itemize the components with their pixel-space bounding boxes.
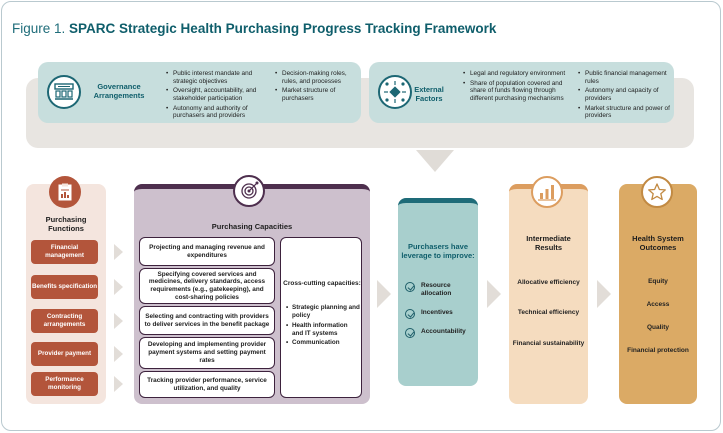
governance-list-1 <box>166 70 276 122</box>
outcome-equity: Equity <box>648 278 668 285</box>
governance-title: Governance Arrangements <box>93 82 145 100</box>
leverage-item-resource: Resource allocation <box>405 282 475 298</box>
external-item: • Share of population covered and share of funds flowing through different purchasing mechanisms <box>463 80 573 103</box>
governance-item: • Oversight, accountability, and stakeholder participation <box>166 87 276 102</box>
external-item: • Public financial management rules <box>578 70 672 85</box>
health-system-outcomes-title: Health System Outcomes <box>632 234 684 253</box>
chevron-right-icon <box>114 244 123 260</box>
function-contracting-arrangements: Contracting arrangements <box>31 309 98 333</box>
chevron-right-icon <box>114 313 123 329</box>
capacity-contracting: Selecting and contracting with providers to deliver services in the benefit package <box>139 306 275 335</box>
purchasing-functions-title: Purchasing Functions <box>45 215 87 234</box>
function-financial-management: Financial management <box>31 240 98 264</box>
external-factors-title: External Factors <box>414 85 444 103</box>
external-item: • Market structure and power of providers <box>578 105 672 120</box>
result-financial-sustainability: Financial sustainability <box>512 340 585 347</box>
outcome-financial-protection: Financial protection <box>627 347 689 354</box>
bar-chart-icon <box>531 176 563 208</box>
cross-cutting-title: Cross-cutting capacities: <box>283 280 361 287</box>
clipboard-chart-icon <box>49 176 81 208</box>
function-performance-monitoring: Performance monitoring <box>31 372 98 396</box>
external-item: • Autonomy and capacity of providers <box>578 87 672 102</box>
chevron-right-icon <box>114 346 123 362</box>
result-technical: Technical efficiency <box>517 309 580 316</box>
outcome-quality: Quality <box>646 324 670 331</box>
chevron-right-icon <box>597 280 611 308</box>
governance-item: • Decision-making roles, rules, and processes <box>275 70 357 85</box>
governance-list-2 <box>275 70 357 105</box>
outcome-access: Access <box>646 301 670 308</box>
external-list-1 <box>463 70 573 105</box>
cross-cutting-item: • Communication <box>286 339 360 347</box>
chevron-right-icon <box>114 376 123 392</box>
health-system-outcomes-panel <box>619 184 697 404</box>
leverage-title: Purchasers have leverage to improve: <box>401 242 475 261</box>
capacity-monitoring: Tracking provider performance, service utilization, and quality <box>139 371 275 398</box>
chevron-right-icon <box>114 279 123 295</box>
result-allocative: Allocative efficiency <box>517 279 580 286</box>
function-provider-payment: Provider payment <box>31 342 98 366</box>
check-circle-icon <box>405 328 415 338</box>
leverage-item-incentives: Incentives <box>405 309 475 317</box>
function-benefits-specification: Benefits specification <box>31 275 98 299</box>
external-list-2 <box>578 70 672 122</box>
figure-title: Figure 1. SPARC Strategic Health Purchasing Progress Tracking Framework <box>12 21 497 36</box>
cross-cutting-item: • Strategic planning and policy <box>286 304 360 320</box>
external-item: • Legal and regulatory environment <box>463 70 573 78</box>
chevron-right-icon <box>487 280 501 308</box>
star-icon <box>641 176 673 208</box>
capacity-revenue: Projecting and managing revenue and expenditures <box>139 237 275 266</box>
target-network-icon <box>233 175 265 207</box>
leverage-item-accountability: Accountability <box>405 328 475 336</box>
check-circle-icon <box>405 282 415 292</box>
cross-cutting-item: • Health information and IT systems <box>286 322 360 338</box>
cross-cutting-box <box>280 237 362 398</box>
chevron-right-icon <box>377 280 391 308</box>
governance-item: • Autonomy and authority of purchasers and providers <box>166 105 276 120</box>
intermediate-results-title: Intermediate Results <box>526 234 571 253</box>
building-icon <box>47 75 81 109</box>
governance-item: • Market structure of purchasers <box>275 87 357 102</box>
governance-item: • Public interest mandate and strategic objectives <box>166 70 276 85</box>
capacity-payment: Developing and implementing provider payment systems and setting payment rates <box>139 337 275 369</box>
cross-cutting-list <box>286 304 360 349</box>
purchasing-capacities-title: Purchasing Capacities <box>211 222 293 231</box>
check-circle-icon <box>405 309 415 319</box>
intermediate-results-panel <box>509 184 588 404</box>
down-arrow <box>416 150 454 172</box>
capacity-benefits: Specifying covered services and medicines, delivery standards, access requirements (e.g., gatekeeping), and cost-sharing policies <box>139 268 275 304</box>
